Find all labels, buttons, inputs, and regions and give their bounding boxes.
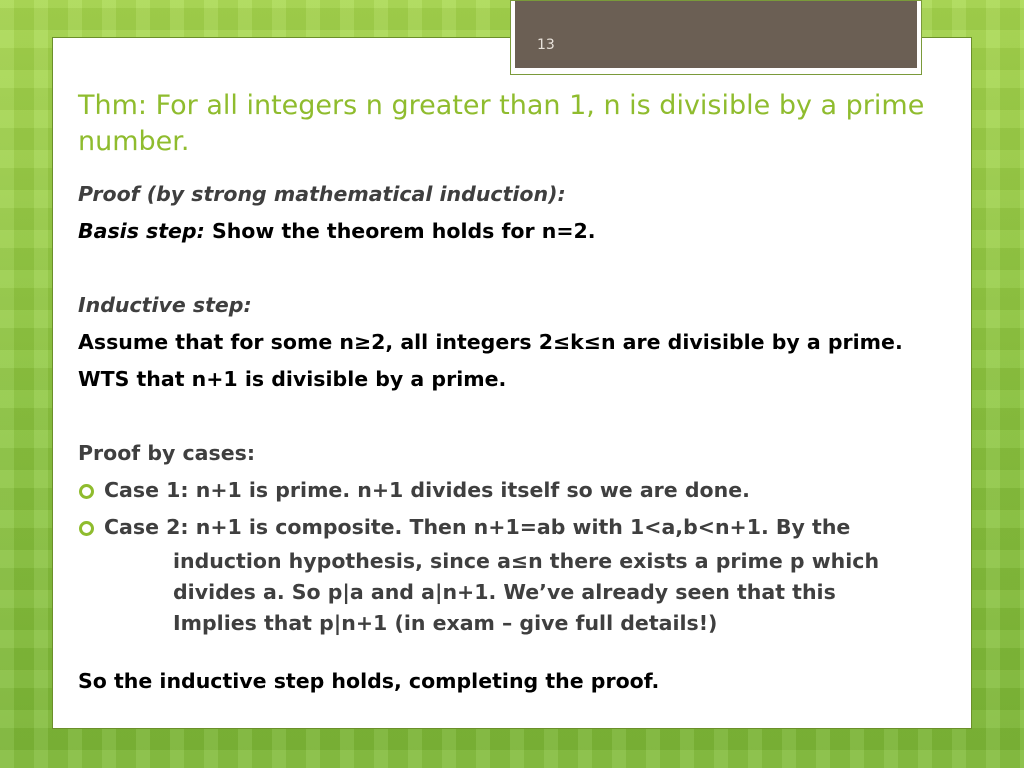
spacer — [78, 398, 948, 435]
case-2-line-3: divides a. So p|a and a|n+1. We’ve already seen that this — [173, 580, 836, 604]
inductive-assumption: Assume that for some n≥2, all integers 2≤k≤n are divisible by a prime. — [78, 330, 903, 354]
case-1-bullet — [78, 472, 948, 509]
slide-title: Thm: For all integers n greater than 1, n is divisible by a prime number. — [78, 90, 925, 157]
case-1-text: Case 1: n+1 is prime. n+1 divides itself so we are done. — [104, 478, 750, 502]
hollow-circle-bullet-icon — [79, 521, 94, 536]
basis-step-text: Show the theorem holds for n=2. — [204, 219, 596, 243]
slide-body — [78, 176, 948, 700]
page-number-tab-fill — [515, 1, 917, 68]
case-2-bullet — [78, 509, 948, 639]
case-2-line-2: induction hypothesis, since a≤n there exists a prime p which — [173, 549, 880, 573]
cases-heading: Proof by cases: — [78, 441, 256, 465]
case-2-line-1: Case 2: n+1 is composite. Then n+1=ab with 1<a,b<n+1. By the — [104, 515, 851, 539]
basis-step-label: Basis step: — [78, 219, 205, 243]
hollow-circle-bullet-icon — [79, 484, 94, 499]
wts-statement: WTS that n+1 is divisible by a prime. — [78, 367, 507, 391]
spacer — [78, 639, 948, 663]
proof-heading: Proof (by strong mathematical induction): — [78, 182, 566, 206]
spacer — [78, 250, 948, 287]
inductive-step-heading: Inductive step: — [78, 293, 252, 317]
page-number-tab — [510, 0, 922, 75]
page-number: 13 — [537, 37, 555, 53]
basis-step — [78, 213, 948, 250]
conclusion: So the inductive step holds, completing the proof. — [78, 669, 660, 693]
case-2-line-4: Implies that p|n+1 (in exam – give full details!) — [173, 611, 718, 635]
